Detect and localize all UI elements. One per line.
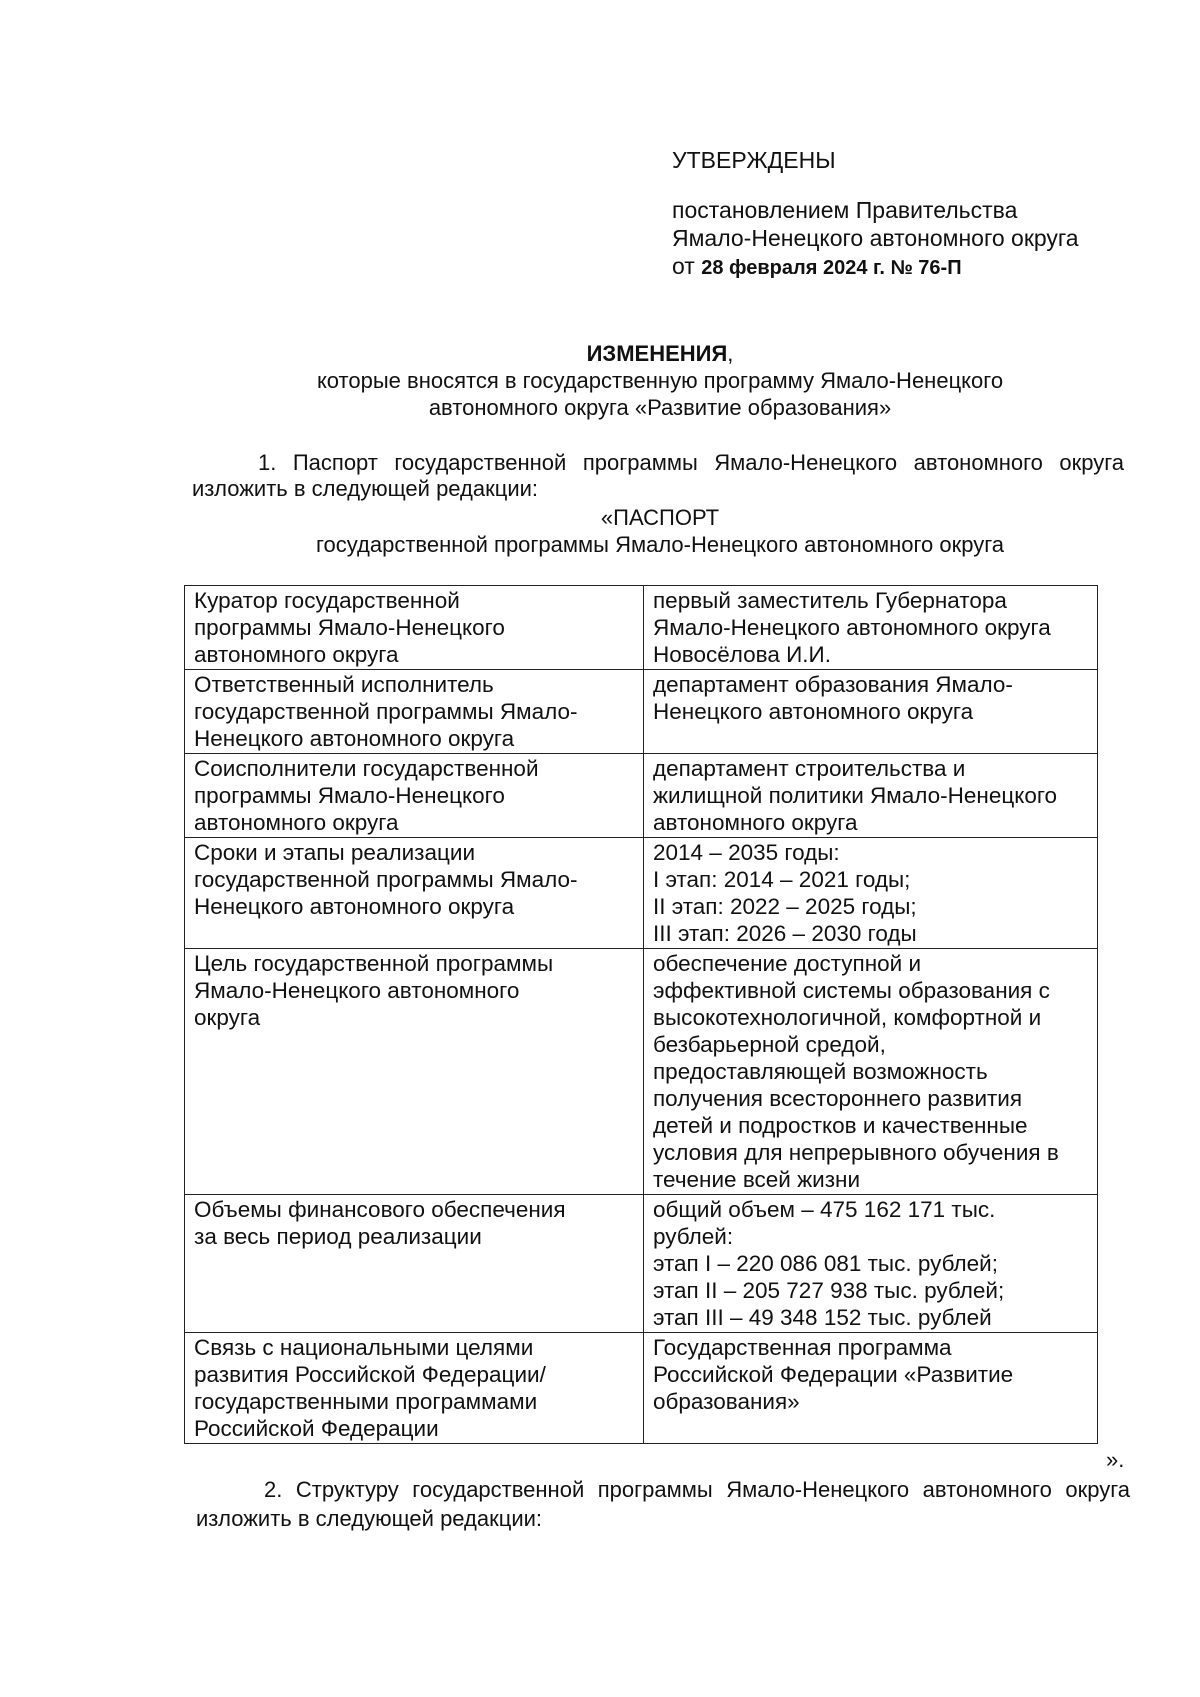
- paragraph-2: [196, 1475, 1130, 1533]
- cell-line: государственной программы Ямало-: [194, 867, 578, 892]
- cell-line: этап II – 205 727 938 тыс. рублей;: [653, 1278, 1005, 1303]
- paragraph-1: [192, 450, 1124, 502]
- cell-line: развития Российской Федерации/: [194, 1362, 546, 1387]
- table-cell-value: [644, 586, 1098, 670]
- table-cell-label: [185, 838, 644, 949]
- cell-line: автономного округа: [194, 642, 399, 667]
- table-cell-value: [644, 949, 1098, 1195]
- cell-line: Сроки и этапы реализации: [194, 840, 476, 865]
- title-main-suffix: ,: [727, 341, 734, 366]
- cell-line: Куратор государственной: [194, 588, 460, 613]
- cell-line: обеспечение доступной и: [653, 951, 922, 976]
- cell-line: округа: [194, 1005, 261, 1030]
- cell-line: Государственная программа: [653, 1335, 952, 1360]
- table-cell-label: [185, 670, 644, 754]
- table-cell-label: [185, 754, 644, 838]
- table-cell-value: [644, 1333, 1098, 1444]
- cell-line: Российской Федерации «Развитие: [653, 1362, 1014, 1387]
- approval-line-1: постановлением Правительства: [672, 197, 1018, 223]
- cell-line: Ямало-Ненецкого автономного: [194, 978, 520, 1003]
- cell-line: общий объем – 475 162 171 тыс.: [653, 1197, 996, 1222]
- table-cell-value: [644, 838, 1098, 949]
- cell-line: рублей:: [653, 1224, 734, 1249]
- cell-line: условия для непрерывного обучения в: [653, 1140, 1059, 1165]
- cell-line: департамент образования Ямало-: [653, 672, 1013, 697]
- table-cell-label: [185, 1333, 644, 1444]
- cell-line: этап III – 49 348 152 тыс. рублей: [653, 1305, 992, 1330]
- cell-line: I этап: 2014 – 2021 годы;: [653, 867, 911, 892]
- approval-date-prefix: от: [672, 253, 695, 279]
- title-main: ИЗМЕНЕНИЯ: [586, 341, 728, 366]
- cell-line: Ответственный исполнитель: [194, 672, 494, 697]
- cell-line: Ненецкого автономного округа: [194, 894, 515, 919]
- passport-table: [184, 585, 1098, 1444]
- cell-line: получения всестороннего развития: [653, 1086, 1023, 1111]
- cell-line: высокотехнологичной, комфортной и: [653, 1005, 1042, 1030]
- table-cell-label: [185, 586, 644, 670]
- approval-stamp: [672, 146, 1152, 282]
- cell-line: департамент строительства и: [653, 756, 966, 781]
- cell-line: III этап: 2026 – 2030 годы: [653, 921, 917, 946]
- cell-line: безбарьерной средой,: [653, 1032, 886, 1057]
- cell-line: эффективной системы образования с: [653, 978, 1050, 1003]
- table-row: [185, 670, 1098, 754]
- cell-line: за весь период реализации: [194, 1224, 482, 1249]
- cell-line: 2014 – 2035 годы:: [653, 840, 840, 865]
- table-row: [185, 1195, 1098, 1333]
- table-cell-value: [644, 754, 1098, 838]
- cell-line: программы Ямало-Ненецкого: [194, 615, 505, 640]
- cell-line: Ненецкого автономного округа: [194, 726, 515, 751]
- approval-date-value: 28 февраля 2024 г. № 76-П: [701, 257, 962, 279]
- table-cell-value: [644, 670, 1098, 754]
- cell-line: первый заместитель Губернатора: [653, 588, 1007, 613]
- table-cell-label: [185, 949, 644, 1195]
- cell-line: Ямало-Ненецкого автономного округа: [653, 615, 1051, 640]
- table-cell-value: [644, 1195, 1098, 1333]
- paragraph-2-text: 2. Структуру государственной программы Ямало-Ненецкого автономного округа изложить в следующей редакции:: [196, 1477, 1130, 1531]
- closing-quote: ».: [1106, 1447, 1125, 1472]
- approval-line-2: Ямало-Ненецкого автономного округа: [672, 225, 1079, 251]
- cell-line: детей и подростков и качественные: [653, 1113, 1028, 1138]
- cell-line: жилищной политики Ямало-Ненецкого: [653, 783, 1058, 808]
- cell-line: Ненецкого автономного округа: [653, 699, 974, 724]
- cell-line: предоставляющей возможность: [653, 1059, 988, 1084]
- table-row: [185, 586, 1098, 670]
- passport-line-1: «ПАСПОРТ: [600, 505, 720, 530]
- paragraph-1-text: 1. Паспорт государственной программы Ямало-Ненецкого автономного округа изложить в следующей редакции:: [192, 450, 1124, 501]
- title-main-line: [190, 340, 1130, 367]
- table-row: [185, 949, 1098, 1195]
- cell-line: II этап: 2022 – 2025 годы;: [653, 894, 917, 919]
- cell-line: Цель государственной программы: [194, 951, 554, 976]
- cell-line: Соисполнители государственной: [194, 756, 539, 781]
- cell-line: образования»: [653, 1389, 800, 1414]
- cell-line: Связь с национальными целями: [194, 1335, 534, 1360]
- table-row: [185, 1333, 1098, 1444]
- table-row: [185, 838, 1098, 949]
- cell-line: Объемы финансового обеспечения: [194, 1197, 566, 1222]
- passport-line-2: государственной программы Ямало-Ненецкого автономного округа: [315, 532, 1004, 557]
- document-title: [190, 340, 1130, 421]
- cell-line: автономного округа: [653, 810, 858, 835]
- title-line-2: которые вносятся в государственную программу Ямало-Ненецкого: [316, 368, 1004, 393]
- cell-line: Российской Федерации: [194, 1416, 439, 1441]
- cell-line: программы Ямало-Ненецкого: [194, 783, 505, 808]
- cell-line: автономного округа: [194, 810, 399, 835]
- cell-line: этап I – 220 086 081 тыс. рублей;: [653, 1251, 998, 1276]
- table-cell-label: [185, 1195, 644, 1333]
- approval-heading: УТВЕРЖДЕНЫ: [672, 147, 836, 173]
- table-row: [185, 754, 1098, 838]
- cell-line: государственными программами: [194, 1389, 538, 1414]
- approval-date: [672, 252, 1152, 282]
- passport-heading: [190, 504, 1130, 558]
- cell-line: Новосёлова И.И.: [653, 642, 831, 667]
- title-line-3: автономного округа «Развитие образования»: [428, 395, 892, 420]
- cell-line: государственной программы Ямало-: [194, 699, 578, 724]
- cell-line: течение всей жизни: [653, 1167, 861, 1192]
